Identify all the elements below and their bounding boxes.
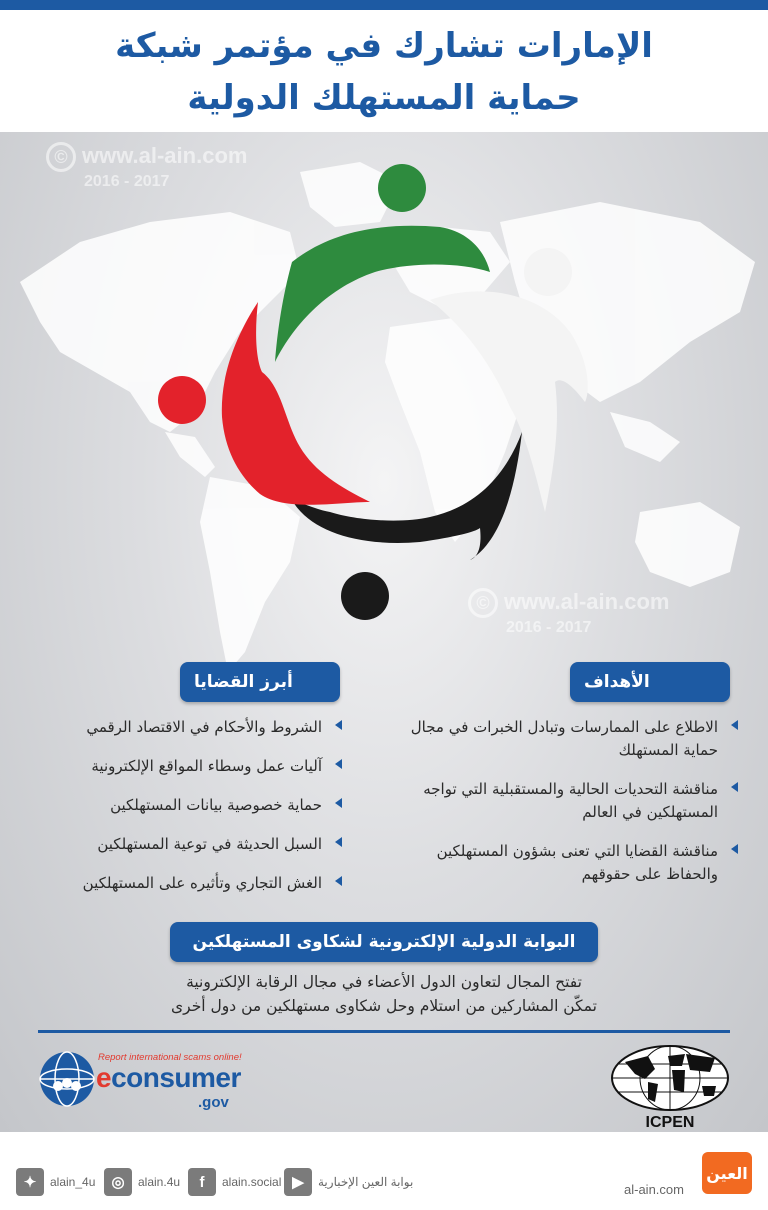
central-america-shape [165, 432, 215, 477]
econsumer-logo [38, 1050, 258, 1114]
issue-text: حماية خصوصية بيانات المستهلكين [110, 796, 322, 814]
goal-item [400, 778, 738, 824]
issues-title-text: أبرز القضايا [194, 672, 293, 692]
issues-list [20, 716, 342, 911]
site-url[interactable]: al-ain.com [624, 1182, 684, 1197]
bullet-icon [335, 759, 342, 769]
bullet-icon [335, 876, 342, 886]
issue-item [20, 833, 342, 856]
youtube-link[interactable] [284, 1168, 413, 1196]
bullet-icon [731, 720, 738, 730]
portal-description [60, 970, 708, 1018]
facebook-icon: f [188, 1168, 216, 1196]
icpen-logo [610, 1044, 730, 1132]
issue-item [20, 794, 342, 817]
australia-shape [635, 502, 740, 587]
facebook-link[interactable] [188, 1168, 281, 1196]
youtube-channel: بوابة العين الإخبارية [318, 1175, 414, 1189]
issue-text: الشروط والأحكام في الاقتصاد الرقمي [86, 718, 322, 736]
twitter-icon: ✦ [16, 1168, 44, 1196]
south-america-shape [200, 477, 300, 672]
red-figure-body [222, 302, 370, 505]
divider [38, 1030, 730, 1033]
instagram-handle: alain.4u [138, 1175, 181, 1189]
brand-logo: العين [702, 1152, 752, 1194]
goal-text: الاطلاع على الممارسات وتبادل الخبرات في مجال حماية المستهلك [410, 718, 718, 759]
goals-title [570, 662, 730, 702]
page-title [0, 10, 768, 124]
issue-item [20, 755, 342, 778]
econsumer-name [96, 1062, 241, 1094]
econsumer-globe-icon [38, 1050, 96, 1108]
title-line-1: الإمارات تشارك في مؤتمر شبكة [115, 26, 653, 66]
goal-item [400, 716, 738, 762]
portal-line-2: تمكّن المشاركين من استلام وحل شكاوى مستهلكين من دول أخرى [171, 997, 597, 1015]
instagram-link[interactable] [104, 1168, 180, 1196]
econsumer-tagline: Report international scams online! [98, 1052, 242, 1063]
watermark-top [46, 142, 247, 192]
watermark-url: www.al-ain.com [82, 142, 248, 168]
copyright-symbol: © [468, 588, 498, 618]
goal-item [400, 840, 738, 886]
youtube-icon: ▶ [284, 1168, 312, 1196]
goals-list [400, 716, 738, 902]
bullet-icon [731, 782, 738, 792]
main-panel [0, 132, 768, 1132]
issue-item [20, 872, 342, 895]
bullet-icon [335, 720, 342, 730]
title-line-2: حماية المستهلك الدولية [187, 78, 581, 118]
bullet-icon [335, 798, 342, 808]
twitter-link[interactable] [16, 1168, 95, 1196]
footer [0, 1132, 768, 1210]
issue-text: السبل الحديثة في توعية المستهلكين [97, 835, 322, 853]
econsumer-gov: .gov [198, 1094, 229, 1111]
southeast-asia-shape [610, 412, 680, 462]
watermark-years: 2016 - 2017 [84, 173, 170, 190]
goal-text: مناقشة القضايا التي تعنى بشؤون المستهلكين والحفاظ على حقوقهم [436, 842, 718, 883]
issue-item [20, 716, 342, 739]
icpen-globe-icon [610, 1044, 730, 1112]
watermark-middle [468, 588, 669, 638]
black-figure-head [341, 572, 389, 620]
issue-text: آليات عمل وسطاء المواقع الإلكترونية [91, 757, 322, 775]
red-figure-head [158, 376, 206, 424]
bullet-icon [731, 844, 738, 854]
white-figure-head [524, 248, 572, 296]
issue-text: الغش التجاري وتأثيره على المستهلكين [82, 874, 322, 892]
goals-title-text: الأهداف [584, 672, 650, 692]
facebook-handle: alain.social [222, 1175, 282, 1189]
issues-title [180, 662, 340, 702]
watermark-url: www.al-ain.com [504, 588, 670, 614]
instagram-icon: ◎ [104, 1168, 132, 1196]
goal-text: مناقشة التحديات الحالية والمستقبلية التي تواجه المستهلكين في العالم [423, 780, 718, 821]
econsumer-rest: consumer [111, 1062, 241, 1093]
header [0, 10, 768, 132]
bullet-icon [335, 837, 342, 847]
portal-line-1: تفتح المجال لتعاون الدول الأعضاء في مجال الرقابة الإلكترونية [186, 973, 582, 991]
copyright-symbol: © [46, 142, 76, 172]
portal-title-text: البوابة الدولية الإلكترونية لشكاوى المستهلكين [192, 932, 576, 952]
top-strip [0, 0, 768, 10]
icpen-label: ICPEN [645, 1114, 695, 1131]
watermark-years: 2016 - 2017 [506, 619, 592, 636]
econsumer-e: e [96, 1062, 112, 1093]
green-figure-head [378, 164, 426, 212]
twitter-handle: alain_4u [50, 1175, 96, 1189]
portal-title [170, 922, 598, 962]
